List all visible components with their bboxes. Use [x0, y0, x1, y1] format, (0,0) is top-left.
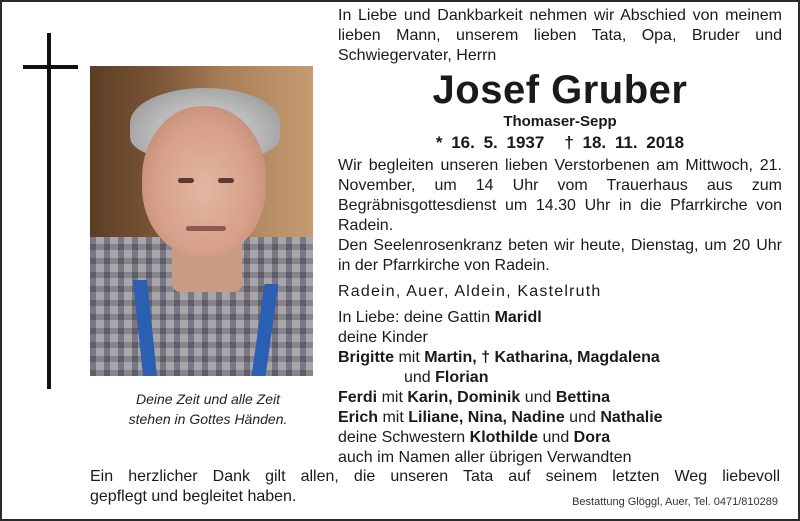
conj: mit — [378, 409, 409, 426]
child-family: Liliane, Nina, Nadine — [408, 409, 565, 426]
child-name: Ferdi — [338, 389, 378, 406]
child-line-1b — [338, 368, 782, 388]
child-line-1 — [338, 348, 782, 368]
grandchild-name: Florian — [435, 369, 489, 386]
child-family: Martin, † Katharina, Magdalena — [424, 349, 660, 366]
child-line-2 — [338, 388, 782, 408]
wife-line — [338, 308, 782, 328]
intro-text: In Liebe und Dankbarkeit nehmen wir Abschied von meinem lieben Mann, unserem lieben Tata, Opa, Bruder und Schwiegervater, Herrn — [338, 7, 782, 64]
conj: und — [520, 389, 556, 406]
children-label: deine Kinder — [338, 329, 428, 346]
wife-prefix: In Liebe: deine Gattin — [338, 309, 495, 326]
places: Radein, Auer, Aldein, Kastelruth — [338, 283, 602, 300]
thanks-line-2: gepflegt und begleitet haben. — [90, 488, 297, 505]
sister-name: Dora — [573, 429, 611, 446]
child-line-3 — [338, 408, 782, 428]
funeral-info: Wir begleiten unseren lieben Verstorbenen am Mittwoch, 21. November, um 14 Uhr vom Trauerhaus aus zum Begräbnisgottesdienst um 14.30 Uhr in die Pfarrkirche von Radein. — [338, 157, 782, 234]
conj: und — [404, 369, 436, 386]
sister-name: Klothilde — [469, 429, 539, 446]
deceased-name: Josef Gruber — [432, 68, 688, 112]
wife-name: Maridl — [494, 309, 542, 326]
sisters-line — [338, 428, 782, 448]
motto-line-2: stehen in Gottes Händen. — [128, 411, 288, 427]
conj: und — [538, 429, 574, 446]
child-family: Karin, Dominik — [407, 389, 521, 406]
obituary-text — [338, 6, 782, 468]
relatives-line: auch im Namen aller übrigen Verwandten — [338, 449, 632, 466]
family-list — [338, 308, 782, 468]
conj: mit — [394, 349, 425, 366]
sisters-prefix: deine Schwestern — [338, 429, 470, 446]
conj: und — [564, 409, 601, 426]
cross-icon-bar — [23, 65, 78, 69]
death-date: † 18. 11. 2018 — [564, 133, 685, 152]
nickname: Thomaser-Sepp — [503, 113, 617, 130]
motto-line-1: Deine Zeit und alle Zeit — [136, 391, 280, 407]
grandchild-name: Bettina — [555, 389, 611, 406]
child-name: Brigitte — [338, 349, 394, 366]
conj: mit — [377, 389, 408, 406]
thanks-line-1: Ein herzlicher Dank gilt allen, die unseren Tata auf seinem letzten Weg liebevoll — [90, 468, 780, 485]
funeral-home: Bestattung Glöggl, Auer, Tel. 0471/810289 — [572, 496, 778, 508]
life-dates — [338, 132, 782, 154]
motto — [90, 389, 326, 429]
child-name: Erich — [338, 409, 379, 426]
rosary-info: Den Seelenrosenkranz beten wir heute, Dienstag, um 20 Uhr in der Pfarrkirche von Radein. — [338, 237, 782, 274]
cross-icon — [47, 33, 51, 389]
portrait-photo — [90, 66, 313, 376]
grandchild-name: Nathalie — [600, 409, 663, 426]
birth-date: * 16. 5. 1937 — [435, 133, 545, 152]
